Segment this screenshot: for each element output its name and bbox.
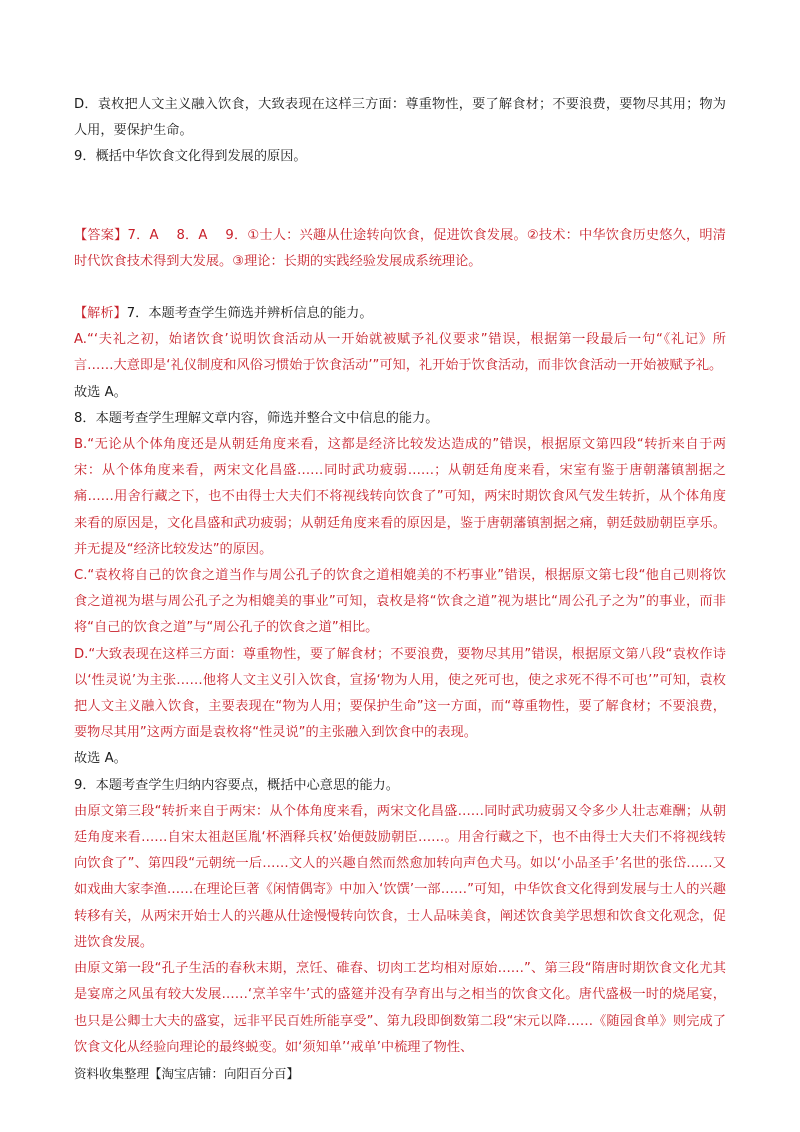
q9-analysis-head: 9．本题考查学生归纳内容要点，概括中心意思的能力。 <box>74 777 399 793</box>
answer-block <box>74 223 726 275</box>
answer-text: 7．A 8．A 9．①士人：兴趣从仕途转向饮食，促进饮食发展。②技术：中华饮食历史悠久，明清时代饮食技术得到大发展。③理论：长期的实践经验发展成系统理论。 <box>74 227 726 269</box>
answer-tag: 【答案】 <box>74 227 128 243</box>
q7-analysis-head: 7．本题考查学生筛选并辨析信息的能力。 <box>126 306 373 322</box>
q8-option-c-analysis: C.“袁枚将自己的饮食之道当作与周公孔子的饮食之道相媲美的不朽事业”错误，根据原文第七段“他自己则将饮食之道视为堪与周公孔子之为相媲美的事业”可知，袁枚是将“饮食之道”视为堪比“周公孔子之为”的事业，而非将“自己的饮食之道”与“周公孔子的饮食之道”相比。 <box>74 568 726 636</box>
question-9-text: 9．概括中华饮食文化得到发展的原因。 <box>74 149 307 165</box>
q7-answer-pick: 故选 A。 <box>74 384 127 400</box>
q8-option-d-analysis: D.“大致表现在这样三方面：尊重物性，要了解食材；不要浪费，要物尽其用”错误，根据原文第八段“袁枚作诗以‘性灵说’为主张……他将人文主义引入饮食，宣扬‘物为人用，使之死可也，使之求死不得不可也’”可知，袁枚把人文主义融入饮食，主要表现在“物为人用；要保护生命”这一方面，而“尊重物性，要了解食材；不要浪费，要物尽其用”这两方面是袁枚将“性灵说”的主张融入到饮食中的表现。 <box>74 646 726 741</box>
spacer <box>74 171 726 223</box>
option-d-text: D．袁枚把人文主义融入饮食，大致表现在这样三方面：尊重物性，要了解食材；不要浪费，要物尽其用；物为人用，要保护生命。 <box>74 97 726 139</box>
spacer <box>74 275 726 301</box>
q8-analysis-head: 8．本题考查学生理解文章内容，筛选并整合文中信息的能力。 <box>74 410 439 426</box>
q8-answer-pick: 故选 A。 <box>74 751 127 767</box>
analysis-tag: 【解析】 <box>74 306 127 322</box>
q9-analysis-paragraph-1: 由原文第三段“转折来自于两宋：从个体角度来看，两宋文化昌盛……同时武功疲弱又令多少人壮志难酬；从朝廷角度来看……自宋太祖赵匡胤‘杯酒释兵权’始便鼓励朝臣……。用舍行藏之下，也不由得士大夫们不将视线转向饮食了”、第四段“元朝统一后……文人的兴趣自然而然愈加转向声色犬马。如以‘小品圣手’名世的张岱……又如戏曲大家李渔……在理论巨著《闲情偶寄》中加入‘饮馔’一部……”可知，中华饮食文化得到发展与士人的兴趣转移有关，从两宋开始士人的兴趣从仕途慢慢转向饮食，士人品味美食，阐述饮食美学思想和饮食文化观念，促进饮食发展。 <box>74 803 726 950</box>
q7-option-a-analysis: A.“‘夫礼之初，始诸饮食’说明饮食活动从一开始就被赋予礼仪要求”错误，根据第一段最后一句“《礼记》所言……大意即是‘礼仪制度和风俗习惯始于饮食活动’”可知，礼开始于饮食活动，而非饮食活动一开始被赋予礼。 <box>74 332 726 374</box>
q8-option-b-analysis: B.“无论从个体角度还是从朝廷角度来看，这都是经济比较发达造成的”错误，根据原文第四段“转折来自于两宋：从个体角度来看，两宋文化昌盛……同时武功疲弱……；从朝廷角度来看，宋室有鉴于唐朝藩镇割据之痛……用舍行藏之下，也不由得士大夫们不将视线转向饮食了”可知，两宋时期饮食风气发生转折，从个体角度来看的原因是，文化昌盛和武功疲弱；从朝廷角度来看的原因是，鉴于唐朝藩镇割据之痛，朝廷鼓励朝臣享乐。并无提及“经济比较发达”的原因。 <box>74 437 726 557</box>
analysis-heading <box>74 301 726 327</box>
q9-analysis-paragraph-2: 由原文第一段“孔子生活的春秋末期，烹饪、碓舂、切肉工艺均相对原始……”、第三段“隋唐时期饮食文化尤其是宴席之风虽有较大发展……‘烹羊宰牛’式的盛筵并没有孕育出与之相当的饮食文化。唐代盛极一时的烧尾宴，也只是公卿士大夫的盛宴，远非平民百姓所能享受”、第九段即倒数第二段“宋元以降……《随园食单》则完成了饮食文化从经验向理论的最终蜕变。如‘须知单’‘戒单’中梳理了物性、 <box>74 961 726 1055</box>
page-footer: 资料收集整理【淘宝店铺：向阳百分百】 <box>74 1066 300 1081</box>
document-body <box>74 92 726 1061</box>
